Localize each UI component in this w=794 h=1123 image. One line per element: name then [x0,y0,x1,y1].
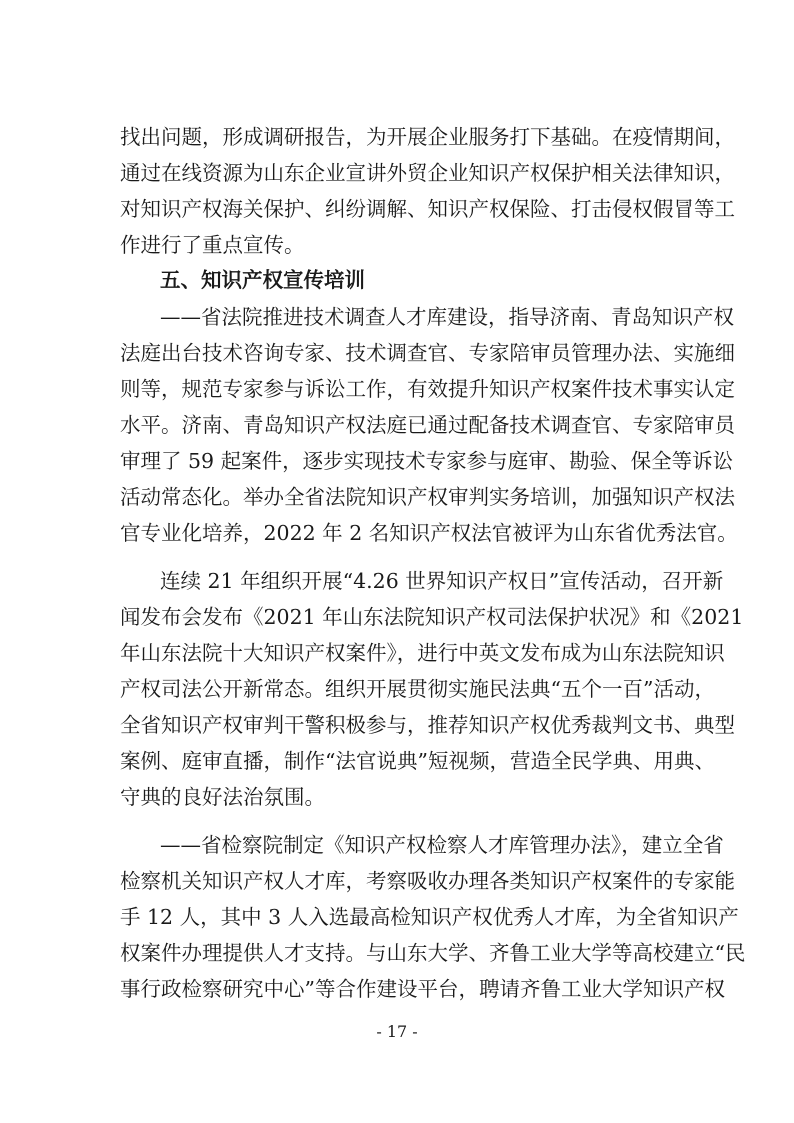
text-line: 找出问题，形成调研报告，为开展企业服务打下基础。在疫情期间， [120,125,735,149]
text-line: 权案件办理提供人才支持。与山东大学、齐鲁工业大学等高校建立“民 [120,941,746,965]
text-line: 作进行了重点宣传。 [120,233,305,257]
text-line: 全省知识产权审判干警积极参与，推荐知识产权优秀裁判文书、典型 [120,713,735,737]
page-number: - 17 - [376,1022,418,1041]
text-line: 则等，规范专家参与诉讼工作，有效提升知识产权案件技术事实认定 [120,377,735,401]
section-heading: 五、知识产权宣传培训 [160,268,365,292]
text-line: 法庭出台技术咨询专家、技术调查官、专家陪审员管理办法、实施细 [120,341,735,365]
text-line: 事行政检察研究中心”等合作建设平台，聘请齐鲁工业大学知识产权 [120,977,725,1001]
text-line: 官专业化培养，2022 年 2 名知识产权法官被评为山东省优秀法官。 [120,521,738,545]
text-line: 年山东法院十大知识产权案件》，进行中英文发布成为山东法院知识 [120,641,725,665]
text-line: 产权司法公开新常态。组织开展贯彻实施民法典“五个一百”活动， [120,677,715,701]
text-line: 检察机关知识产权人才库，考察吸收办理各类知识产权案件的专家能 [120,869,735,893]
text-line: ——省法院推进技术调查人才库建设，指导济南、青岛知识产权 [160,305,734,329]
text-line: 手 12 人，其中 3 人入选最高检知识产权优秀人才库，为全省知识产 [120,905,739,929]
text-line: 审理了 59 起案件，逐步实现技术专家参与庭审、勘验、保全等诉讼 [120,449,734,473]
text-line: 守典的良好法治氛围。 [120,785,325,809]
text-line: ——省检察院制定《知识产权检察人才库管理办法》，建立全省 [160,833,724,857]
text-line: 通过在线资源为山东企业宣讲外贸企业知识产权保护相关法律知识， [120,161,735,185]
text-line: 对知识产权海关保护、纠纷调解、知识产权保险、打击侵权假冒等工 [120,197,735,221]
text-line: 案例、庭审直播，制作“法官说典”短视频，营造全民学典、用典、 [120,749,715,773]
text-line: 活动常态化。举办全省法院知识产权审判实务培训，加强知识产权法 [120,485,735,509]
text-line: 水平。济南、青岛知识产权法庭已通过配备技术调查官、专家陪审员 [120,413,735,437]
text-line: 闻发布会发布《2021 年山东法院知识产权司法保护状况》和《2021 [120,605,744,629]
text-line: 连续 21 年组织开展“4.26 世界知识产权日”宣传活动，召开新 [160,569,724,593]
